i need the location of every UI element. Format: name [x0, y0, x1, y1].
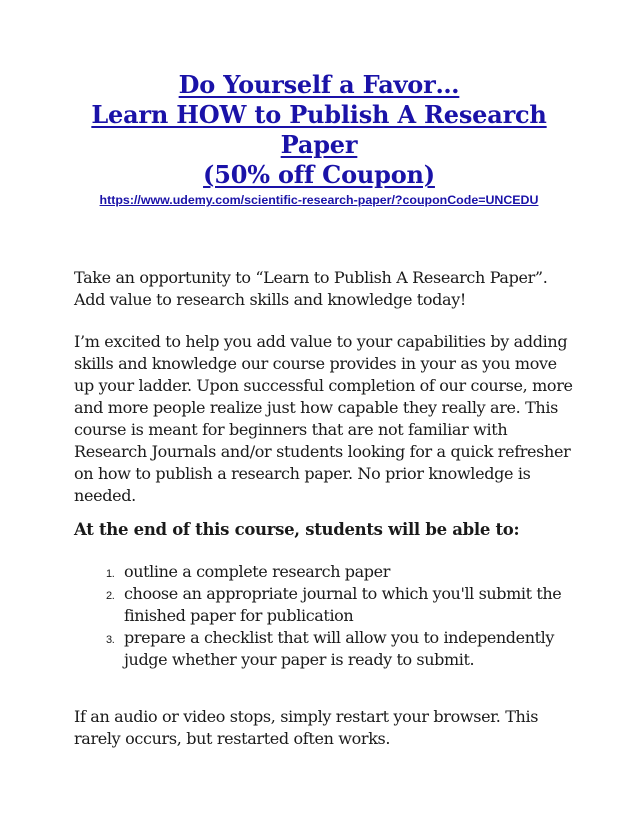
coupon-url-link[interactable]: https://www.udemy.com/scientific-research-paper/?couponCode=UNCEDU — [99, 193, 539, 207]
intro-paragraph-1: Take an opportunity to “Learn to Publish A Research Paper”. Add value to research skills and knowledge today! — [74, 268, 548, 309]
title-link-4[interactable]: (50% off Coupon) — [203, 160, 435, 189]
footer-note: If an audio or video stops, simply restart your browser. This rarely occurs, but restarted often works. — [74, 707, 539, 748]
title-line-3[interactable] — [60, 130, 578, 160]
list-item — [100, 561, 576, 583]
title-line-1[interactable] — [60, 70, 578, 100]
list-item — [100, 627, 576, 671]
list-item-number: 3. — [106, 634, 115, 646]
list-item — [100, 583, 576, 627]
list-item-text: outline a complete research paper — [124, 562, 390, 581]
intro-paragraph-2: I’m excited to help you add value to your capabilities by adding skills and knowledge our course provides in your as you move up your ladder. Upon successful completion of our course, more and more people realize just how capable they really are. This course is meant for beginners that are not familiar with Research Journals and/or students looking for a quick refresher on how to publish a research paper. No prior knowledge is needed. — [74, 332, 573, 505]
list-item-number: 1. — [106, 568, 115, 580]
title-link-1[interactable]: Do Yourself a Favor… — [178, 70, 460, 99]
list-item-text: prepare a checklist that will allow you to independently judge whether your paper is ready to submit. — [124, 628, 554, 669]
title-link-3[interactable]: Paper — [280, 130, 358, 159]
title-block — [60, 70, 578, 208]
list-item-text: choose an appropriate journal to which you'll submit the finished paper for publication — [124, 584, 562, 625]
title-line-2[interactable] — [60, 100, 578, 130]
outcomes-list — [100, 561, 576, 671]
title-line-4[interactable] — [60, 160, 578, 190]
list-item-number: 2. — [106, 590, 115, 602]
title-link-2[interactable]: Learn HOW to Publish A Research — [91, 100, 547, 129]
outcomes-heading: At the end of this course, students will be able to: — [74, 520, 520, 539]
